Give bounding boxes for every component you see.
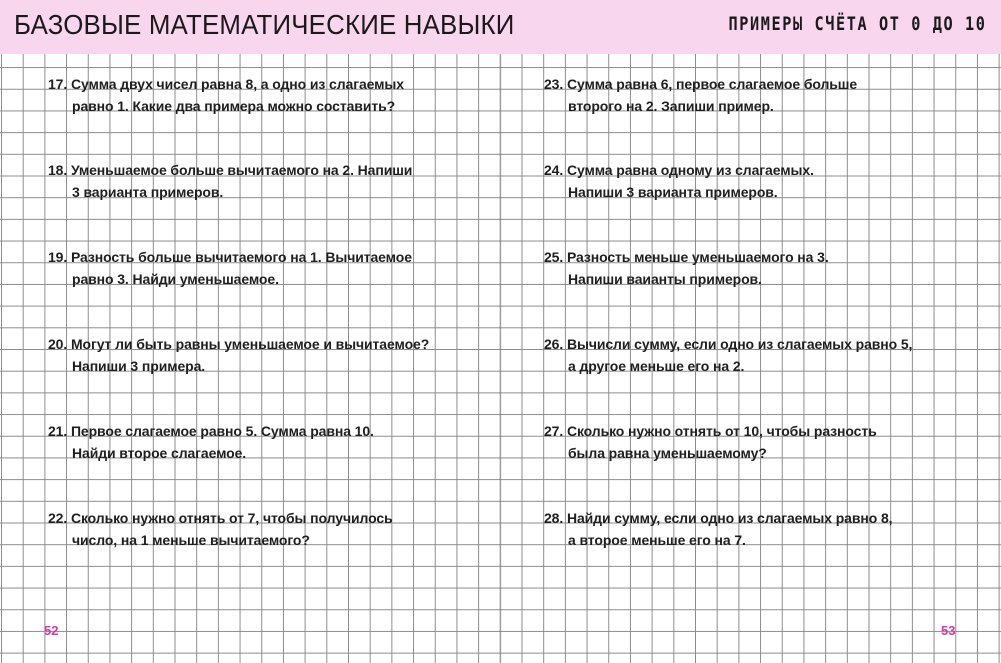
- task-line: Напиши 3 примера.: [72, 358, 206, 374]
- page-number-left: 52: [44, 623, 59, 638]
- task-line: 23. Сумма равна 6, первое слагаемое больше: [544, 76, 858, 92]
- task-line: Напиши ваианты примеров.: [568, 271, 762, 287]
- task-line: 25. Разность меньше уменьшаемого на 3.: [544, 249, 829, 265]
- task-line: равно 1. Какие два примера можно составить?: [72, 98, 396, 114]
- book-title: БАЗОВЫЕ МАТЕМАТИЧЕСКИЕ НАВЫКИ: [14, 9, 515, 40]
- page-header-band: [0, 0, 1001, 54]
- task-22: [48, 507, 488, 551]
- task-line: а другое меньше его на 2.: [568, 358, 745, 374]
- task-line: 27. Сколько нужно отнять от 10, чтобы разность: [544, 423, 877, 439]
- task-line: равно 3. Найди уменьшаемое.: [72, 271, 279, 287]
- task-line: 20. Могут ли быть равны уменьшаемое и вычитаемое?: [48, 336, 430, 352]
- task-line: 24. Сумма равна одному из слагаемых.: [544, 162, 814, 178]
- task-line: Напиши 3 варианта примеров.: [568, 184, 778, 200]
- task-line: 28. Найди сумму, если одно из слагаемых равно 8,: [544, 510, 893, 526]
- task-line: число, на 1 меньше вычитаемого?: [72, 532, 310, 548]
- task-27: [544, 420, 984, 464]
- task-28: [544, 507, 984, 551]
- page-number-right: 53: [941, 623, 956, 638]
- task-17: [48, 73, 488, 117]
- task-line: 3 варианта примеров.: [72, 184, 224, 200]
- task-line: 26. Вычисли сумму, если одно из слагаемых равно 5,: [544, 336, 913, 352]
- task-line: Найди второе слагаемое.: [72, 445, 247, 461]
- task-line: второго на 2. Запиши пример.: [568, 98, 774, 114]
- section-title: ПРИМЕРЫ СЧЁТА ОТ 0 ДО 10: [728, 13, 987, 35]
- task-24: [544, 159, 984, 203]
- task-18: [48, 159, 488, 203]
- task-line: 22. Сколько нужно отнять от 7, чтобы получилось: [48, 510, 393, 526]
- task-line: была равна уменьшаемому?: [568, 445, 767, 461]
- task-19: [48, 246, 488, 290]
- task-26: [544, 333, 984, 377]
- task-21: [48, 420, 488, 464]
- task-20: [48, 333, 488, 377]
- task-line: 19. Разность больше вычитаемого на 1. Вычитаемое: [48, 249, 412, 265]
- task-25: [544, 246, 984, 290]
- task-line: 21. Первое слагаемое равно 5. Сумма равна 10.: [48, 423, 374, 439]
- task-line: 18. Уменьшаемое больше вычитаемого на 2. Напиши: [48, 162, 413, 178]
- task-23: [544, 73, 984, 117]
- task-line: а второе меньше его на 7.: [568, 532, 746, 548]
- task-line: 17. Сумма двух чисел равна 8, а одно из слагаемых: [48, 76, 404, 92]
- book-spine: [499, 54, 502, 663]
